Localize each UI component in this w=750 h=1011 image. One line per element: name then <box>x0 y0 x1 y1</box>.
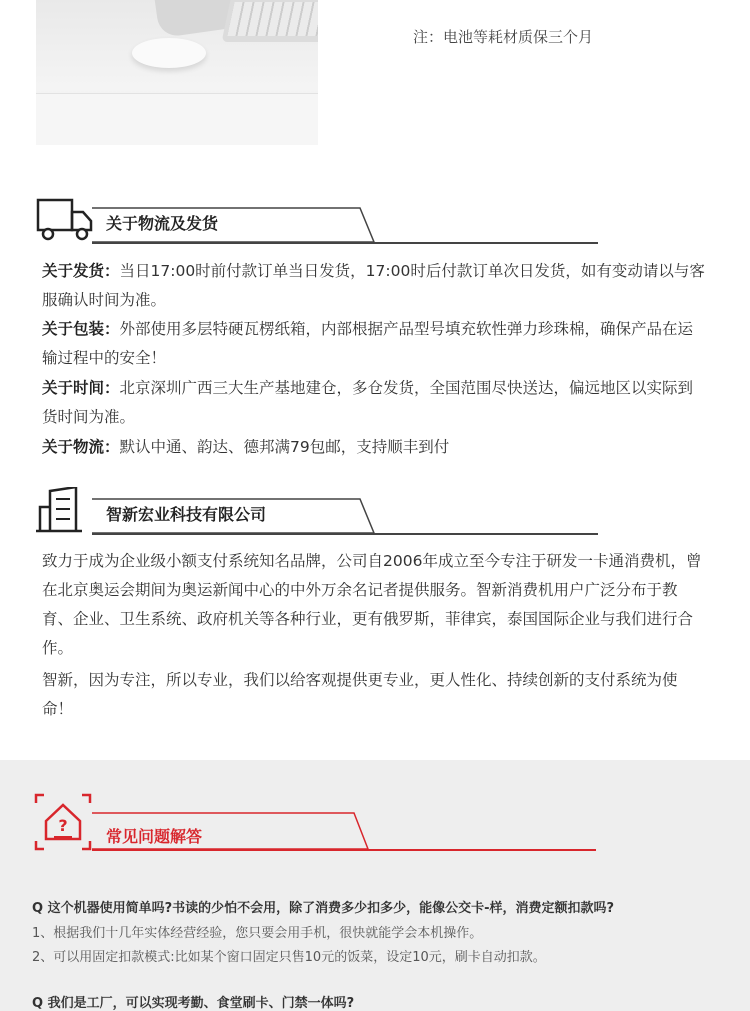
logistics-title: 关于物流及发货 <box>106 214 219 233</box>
faq-answer-2: 2、可以用固定扣款模式:比如某个窗口固定只售10元的饭菜，设定10元，刷卡自动扣款。 <box>32 950 546 965</box>
logistics-item-time <box>42 374 708 432</box>
logistics-section-header <box>36 196 598 246</box>
faq-title: 常见问题解答 <box>106 827 203 846</box>
logistics-text: 外部使用多层特硬瓦楞纸箱，内部根据产品型号填充软性弹力珍珠棉，确保产品在运输过程中的安全！ <box>42 320 694 367</box>
company-mission: 智新，因为专注，所以专业，我们以给客观提供更专业，更人性化、持续创新的支付系统为使命！ <box>42 671 678 718</box>
faq-section-header <box>34 793 596 851</box>
faq-answer-1: 1、根据我们十几年实体经营经验，您只要会用手机，很快就能学会本机操作。 <box>32 926 483 941</box>
faq-section <box>0 760 750 1011</box>
truck-icon <box>36 196 94 242</box>
logistics-label: 关于物流： <box>42 438 120 456</box>
house-question-icon <box>34 793 92 851</box>
svg-text:?: ? <box>58 816 68 835</box>
company-title: 智新宏业科技有限公司 <box>106 505 267 524</box>
mouse-shape <box>132 38 206 68</box>
company-intro: 致力于成为企业级小额支付系统知名品牌，公司自2006年成立至今专注于研发一卡通消费机，曾在北京奥运会期间为奥运新闻中心的中外万余名记者提供服务。智新消费机用户广泛分布于教育、企业、卫生系统、政府机关等各种行业，更有俄罗斯，菲律宾，泰国国际企业与我们进行合作。 <box>42 552 702 657</box>
logistics-item-carrier <box>42 433 708 462</box>
building-icon <box>36 487 94 533</box>
desk-shape <box>36 93 318 145</box>
battery-note: 注：电池等耗材质保三个月 <box>413 28 594 46</box>
company-section-header <box>36 487 598 537</box>
logistics-label: 关于时间： <box>42 379 120 397</box>
logistics-label: 关于发货： <box>42 262 120 280</box>
logistics-text: 默认中通、韵达、德邦满79包邮，支持顺丰到付 <box>119 438 450 456</box>
logistics-label: 关于包装： <box>42 320 120 338</box>
logistics-item-shipping <box>42 257 708 315</box>
logistics-text: 当日17:00时前付款订单当日发货，17:00时后付款订单次日发货，如有变动请以与客服确认时间为准。 <box>42 262 705 309</box>
faq-question-1: Q 这个机器使用简单吗?书读的少怕不会用，除了消费多少扣多少，能像公交卡-样，消费定额扣款吗? <box>32 901 615 916</box>
faq-question-2: Q 我们是工厂，可以实现考勤、食堂刷卡、门禁一体吗? <box>32 996 355 1011</box>
keys-shape <box>227 2 318 36</box>
product-photo <box>36 0 318 145</box>
logistics-item-packaging <box>42 315 708 373</box>
logistics-text: 北京深圳广西三大生产基地建仓，多仓发货，全国范围尽快送达，偏远地区以实际到货时间为准。 <box>42 379 694 426</box>
